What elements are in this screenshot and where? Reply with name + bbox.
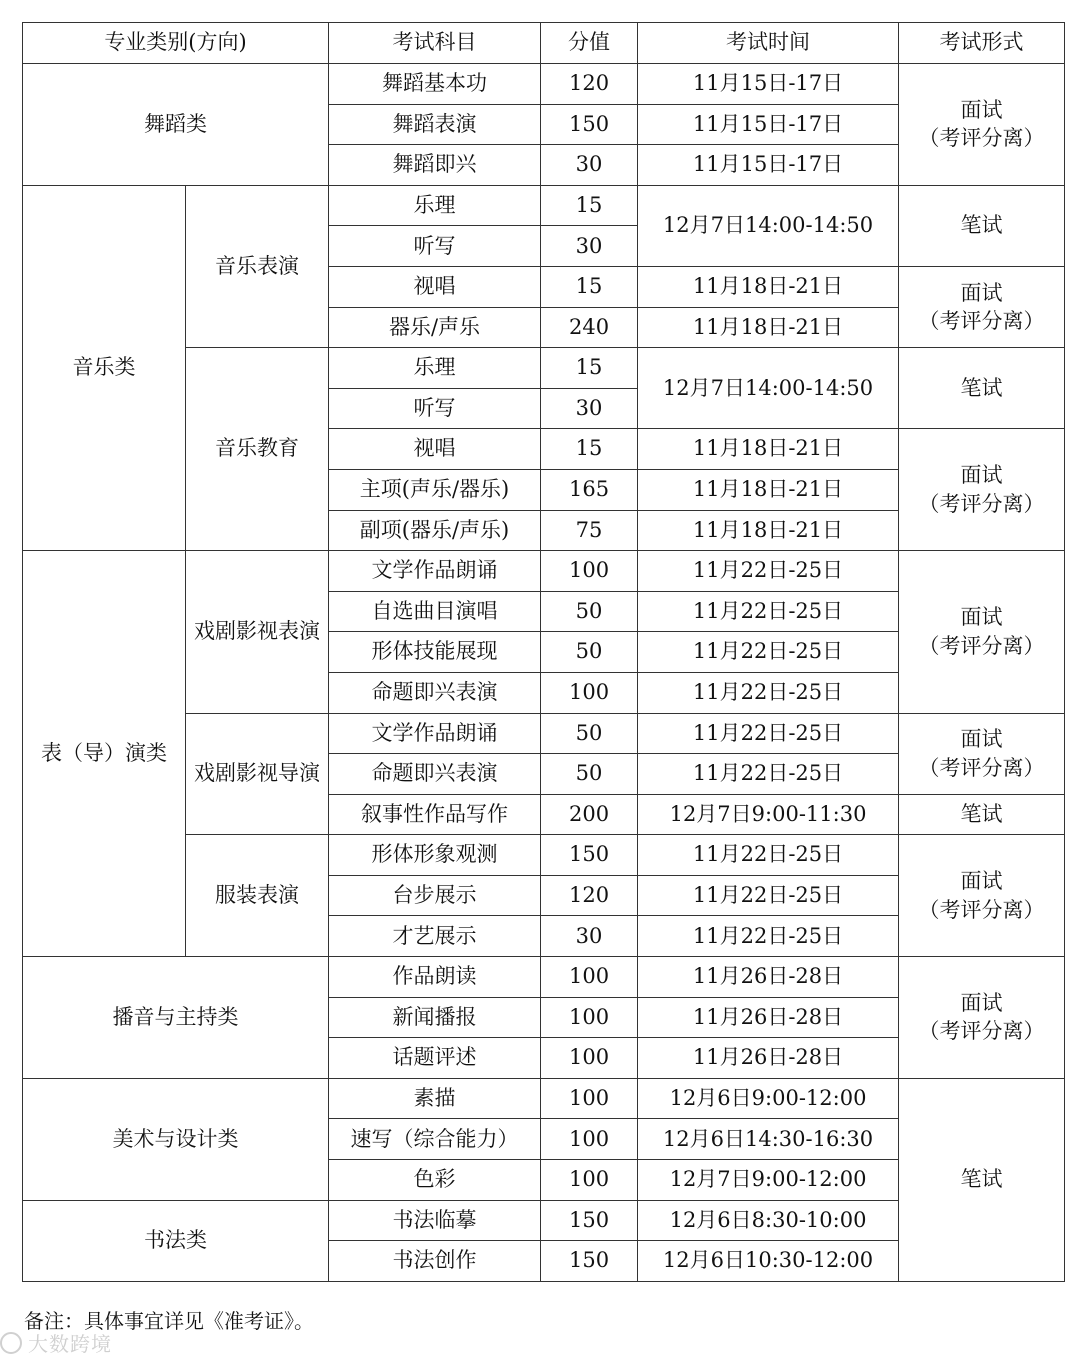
score-cell: 120 xyxy=(541,64,638,105)
score-cell: 30 xyxy=(541,388,638,429)
table-row xyxy=(23,64,1065,105)
time-cell: 12月6日9:00-12:00 xyxy=(638,1078,899,1119)
form-note: （考评分离） xyxy=(918,755,1045,780)
form-label: 面试 xyxy=(960,463,1003,488)
score-cell: 150 xyxy=(541,1200,638,1241)
form-cell xyxy=(899,835,1065,957)
subject-cell: 舞蹈基本功 xyxy=(329,64,541,105)
score-cell: 100 xyxy=(541,997,638,1038)
form-note: （考评分离） xyxy=(918,309,1045,334)
time-cell: 11月15日-17日 xyxy=(638,104,899,145)
time-cell: 11月22日-25日 xyxy=(638,916,899,957)
watermark-text: 大数跨境 xyxy=(28,1332,112,1356)
time-cell: 11月26日-28日 xyxy=(638,957,899,998)
table-row xyxy=(23,1078,1065,1119)
table-row xyxy=(23,551,1065,592)
score-cell: 120 xyxy=(541,875,638,916)
form-label: 面试 xyxy=(960,280,1003,305)
time-cell: 12月7日9:00-12:00 xyxy=(638,1160,899,1201)
time-cell: 11月22日-25日 xyxy=(638,551,899,592)
time-cell: 12月6日8:30-10:00 xyxy=(638,1200,899,1241)
form-note: （考评分离） xyxy=(918,1019,1045,1044)
subject-cell: 命题即兴表演 xyxy=(329,672,541,713)
table-header-row xyxy=(23,23,1065,64)
exam-schedule-table xyxy=(22,22,1065,1282)
form-cell xyxy=(899,266,1065,347)
score-cell: 15 xyxy=(541,429,638,470)
time-cell: 11月22日-25日 xyxy=(638,875,899,916)
subject-cell: 乐理 xyxy=(329,185,541,226)
subject-cell: 素描 xyxy=(329,1078,541,1119)
score-cell: 15 xyxy=(541,266,638,307)
header-score: 分值 xyxy=(541,23,638,64)
time-cell: 11月22日-25日 xyxy=(638,672,899,713)
direction-music-education: 音乐教育 xyxy=(186,348,329,551)
time-cell: 12月7日14:00-14:50 xyxy=(638,185,899,266)
footnote: 备注：具体事宜详见《准考证》。 xyxy=(24,1309,314,1333)
time-cell: 11月22日-25日 xyxy=(638,835,899,876)
time-cell: 12月6日14:30-16:30 xyxy=(638,1119,899,1160)
direction-drama-directing: 戏剧影视导演 xyxy=(186,713,329,835)
time-cell: 11月22日-25日 xyxy=(638,713,899,754)
score-cell: 30 xyxy=(541,916,638,957)
header-form: 考试形式 xyxy=(899,23,1065,64)
score-cell: 240 xyxy=(541,307,638,348)
form-note: （考评分离） xyxy=(918,126,1045,151)
time-cell: 11月26日-28日 xyxy=(638,997,899,1038)
direction-drama-performance: 戏剧影视表演 xyxy=(186,551,329,713)
subject-cell: 形体技能展现 xyxy=(329,632,541,673)
score-cell: 150 xyxy=(541,104,638,145)
subject-cell: 速写（综合能力） xyxy=(329,1119,541,1160)
category-art-design: 美术与设计类 xyxy=(23,1078,329,1200)
score-cell: 15 xyxy=(541,348,638,389)
score-cell: 100 xyxy=(541,672,638,713)
category-broadcast: 播音与主持类 xyxy=(23,957,329,1079)
form-label: 面试 xyxy=(960,991,1003,1016)
score-cell: 100 xyxy=(541,551,638,592)
subject-cell: 听写 xyxy=(329,226,541,267)
form-cell: 笔试 xyxy=(899,185,1065,266)
subject-cell: 听写 xyxy=(329,388,541,429)
subject-cell: 主项(声乐/器乐) xyxy=(329,469,541,510)
table-row xyxy=(23,185,1065,226)
time-cell: 11月18日-21日 xyxy=(638,510,899,551)
time-cell: 11月22日-25日 xyxy=(638,591,899,632)
subject-cell: 文学作品朗诵 xyxy=(329,551,541,592)
score-cell: 50 xyxy=(541,632,638,673)
score-cell: 150 xyxy=(541,1241,638,1282)
subject-cell: 自选曲目演唱 xyxy=(329,591,541,632)
form-cell xyxy=(899,551,1065,713)
subject-cell: 形体形象观测 xyxy=(329,835,541,876)
form-label: 面试 xyxy=(960,98,1003,123)
subject-cell: 书法创作 xyxy=(329,1241,541,1282)
category-music: 音乐类 xyxy=(23,185,186,550)
form-cell: 笔试 xyxy=(899,794,1065,835)
subject-cell: 作品朗读 xyxy=(329,957,541,998)
score-cell: 200 xyxy=(541,794,638,835)
form-cell: 笔试 xyxy=(899,348,1065,429)
subject-cell: 副项(器乐/声乐) xyxy=(329,510,541,551)
score-cell: 75 xyxy=(541,510,638,551)
form-label: 面试 xyxy=(960,869,1003,894)
subject-cell: 才艺展示 xyxy=(329,916,541,957)
form-label: 面试 xyxy=(960,727,1003,752)
subject-cell: 新闻播报 xyxy=(329,997,541,1038)
score-cell: 150 xyxy=(541,835,638,876)
score-cell: 165 xyxy=(541,469,638,510)
category-drama: 表（导）演类 xyxy=(23,551,186,957)
time-cell: 12月6日10:30-12:00 xyxy=(638,1241,899,1282)
category-dance: 舞蹈类 xyxy=(23,64,329,186)
form-label: 面试 xyxy=(960,605,1003,630)
form-cell xyxy=(899,957,1065,1079)
table-row xyxy=(23,957,1065,998)
score-cell: 100 xyxy=(541,1119,638,1160)
header-subject: 考试科目 xyxy=(329,23,541,64)
time-cell: 11月18日-21日 xyxy=(638,469,899,510)
subject-cell: 话题评述 xyxy=(329,1038,541,1079)
time-cell: 11月18日-21日 xyxy=(638,266,899,307)
subject-cell: 视唱 xyxy=(329,429,541,470)
score-cell: 50 xyxy=(541,591,638,632)
subject-cell: 叙事性作品写作 xyxy=(329,794,541,835)
subject-cell: 文学作品朗诵 xyxy=(329,713,541,754)
form-note: （考评分离） xyxy=(918,897,1045,922)
subject-cell: 舞蹈表演 xyxy=(329,104,541,145)
score-cell: 100 xyxy=(541,1038,638,1079)
subject-cell: 台步展示 xyxy=(329,875,541,916)
score-cell: 100 xyxy=(541,1078,638,1119)
time-cell: 12月7日14:00-14:50 xyxy=(638,348,899,429)
watermark xyxy=(0,1328,112,1357)
subject-cell: 书法临摹 xyxy=(329,1200,541,1241)
score-cell: 50 xyxy=(541,754,638,795)
score-cell: 30 xyxy=(541,145,638,186)
form-note: （考评分离） xyxy=(918,633,1045,658)
form-note: （考评分离） xyxy=(918,491,1045,516)
form-cell xyxy=(899,64,1065,186)
time-cell: 11月26日-28日 xyxy=(638,1038,899,1079)
subject-cell: 乐理 xyxy=(329,348,541,389)
score-cell: 15 xyxy=(541,185,638,226)
time-cell: 12月7日9:00-11:30 xyxy=(638,794,899,835)
subject-cell: 舞蹈即兴 xyxy=(329,145,541,186)
form-cell: 笔试 xyxy=(899,1078,1065,1281)
subject-cell: 视唱 xyxy=(329,266,541,307)
direction-fashion: 服装表演 xyxy=(186,835,329,957)
header-category: 专业类别(方向) xyxy=(23,23,329,64)
time-cell: 11月15日-17日 xyxy=(638,145,899,186)
score-cell: 30 xyxy=(541,226,638,267)
subject-cell: 器乐/声乐 xyxy=(329,307,541,348)
time-cell: 11月18日-21日 xyxy=(638,307,899,348)
time-cell: 11月22日-25日 xyxy=(638,632,899,673)
form-cell xyxy=(899,713,1065,794)
form-cell xyxy=(899,429,1065,551)
time-cell: 11月15日-17日 xyxy=(638,64,899,105)
subject-cell: 命题即兴表演 xyxy=(329,754,541,795)
watermark-logo-icon xyxy=(0,1332,22,1354)
score-cell: 50 xyxy=(541,713,638,754)
time-cell: 11月18日-21日 xyxy=(638,429,899,470)
header-time: 考试时间 xyxy=(638,23,899,64)
time-cell: 11月22日-25日 xyxy=(638,754,899,795)
direction-music-performance: 音乐表演 xyxy=(186,185,329,347)
score-cell: 100 xyxy=(541,957,638,998)
score-cell: 100 xyxy=(541,1160,638,1201)
subject-cell: 色彩 xyxy=(329,1160,541,1201)
category-calligraphy: 书法类 xyxy=(23,1200,329,1281)
